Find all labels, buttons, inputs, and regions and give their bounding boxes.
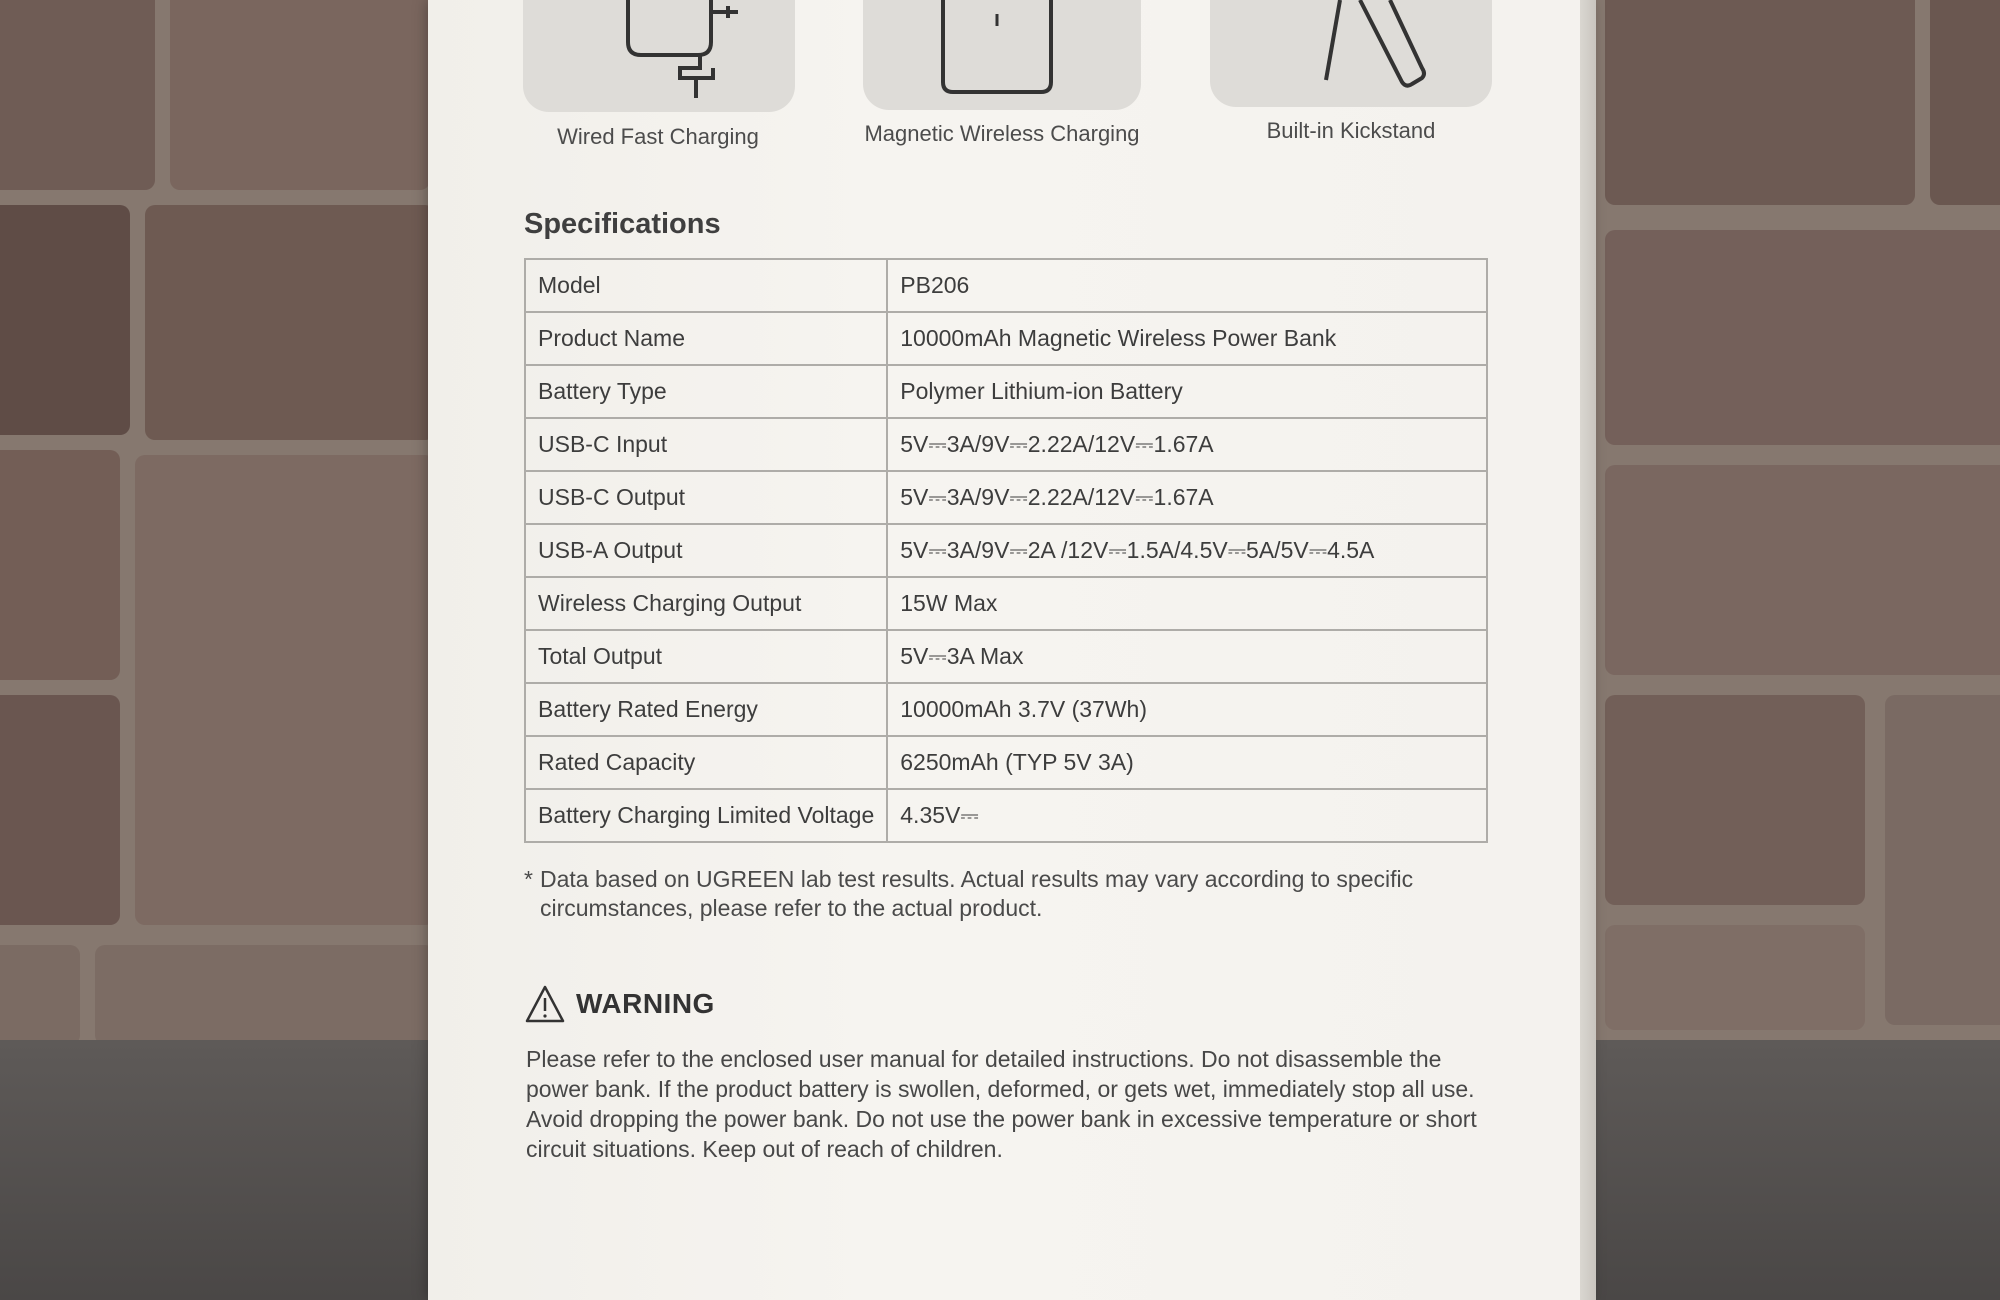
warning-header	[524, 982, 715, 1026]
kickstand-icon	[1310, 0, 1450, 100]
spec-key: Wireless Charging Output	[525, 577, 887, 630]
plug-icon	[573, 0, 753, 100]
spec-key: Battery Rated Energy	[525, 683, 887, 736]
spec-value: Polymer Lithium-ion Battery	[887, 365, 1487, 418]
spec-key: Product Name	[525, 312, 887, 365]
spec-value: 5V⎓3A/9V⎓2A /12V⎓1.5A/4.5V⎓5A/5V⎓4.5A	[887, 524, 1487, 577]
spec-value: 10000mAh Magnetic Wireless Power Bank	[887, 312, 1487, 365]
spec-value: 4.35V⎓	[887, 789, 1487, 842]
specifications-table	[524, 258, 1488, 843]
table-row	[525, 418, 1487, 471]
table-row	[525, 789, 1487, 842]
spec-key: Battery Charging Limited Voltage	[525, 789, 887, 842]
warning-title: WARNING	[576, 988, 715, 1019]
feature-label: Wired Fast Charging	[557, 124, 759, 149]
feature-label: Built-in Kickstand	[1266, 118, 1436, 143]
table-row	[525, 683, 1487, 736]
spec-value: 5V⎓3A/9V⎓2.22A/12V⎓1.67A	[887, 418, 1487, 471]
spec-value: PB206	[887, 259, 1487, 312]
spec-key: USB-A Output	[525, 524, 887, 577]
power-bank-icon	[937, 0, 1067, 100]
footnote	[524, 865, 1444, 923]
footnote-asterisk: *	[524, 866, 533, 892]
box-edge	[1580, 0, 1596, 1300]
feature-built-in-kickstand	[1210, 0, 1492, 160]
footnote-text: Data based on UGREEN lab test results. Actual results may vary according to specific circumstances, please refer to the actual product.	[540, 866, 1414, 921]
spec-key: USB-C Input	[525, 418, 887, 471]
warning-triangle-icon	[524, 984, 566, 1024]
table-row	[525, 736, 1487, 789]
table-row	[525, 524, 1487, 577]
spec-value: 5V⎓3A/9V⎓2.22A/12V⎓1.67A	[887, 471, 1487, 524]
spec-key: Battery Type	[525, 365, 887, 418]
spec-key: Model	[525, 259, 887, 312]
specifications-title: Specifications	[524, 208, 721, 240]
feature-label: Magnetic Wireless Charging	[864, 121, 1140, 146]
spec-key: USB-C Output	[525, 471, 887, 524]
spec-value: 5V⎓3A Max	[887, 630, 1487, 683]
spec-key: Rated Capacity	[525, 736, 887, 789]
table-row	[525, 365, 1487, 418]
feature-magnetic-wireless-charging	[863, 0, 1141, 160]
table-row	[525, 630, 1487, 683]
table-row	[525, 577, 1487, 630]
warning-text: Please refer to the enclosed user manual for detailed instructions. Do not disassemble the power bank. If the product battery is swollen, deformed, or gets wet, immediately stop all use. Avoid dropping the power bank. Do not use the power bank in excessive temperature or short circuit situations. Keep out of reach of children.	[526, 1046, 1477, 1162]
table-row	[525, 471, 1487, 524]
spec-value: 6250mAh (TYP 5V 3A)	[887, 736, 1487, 789]
feature-wired-fast-charging	[523, 0, 793, 160]
spec-value: 10000mAh 3.7V (37Wh)	[887, 683, 1487, 736]
spec-key: Total Output	[525, 630, 887, 683]
spec-value: 15W Max	[887, 577, 1487, 630]
table-row	[525, 312, 1487, 365]
table-row	[525, 259, 1487, 312]
